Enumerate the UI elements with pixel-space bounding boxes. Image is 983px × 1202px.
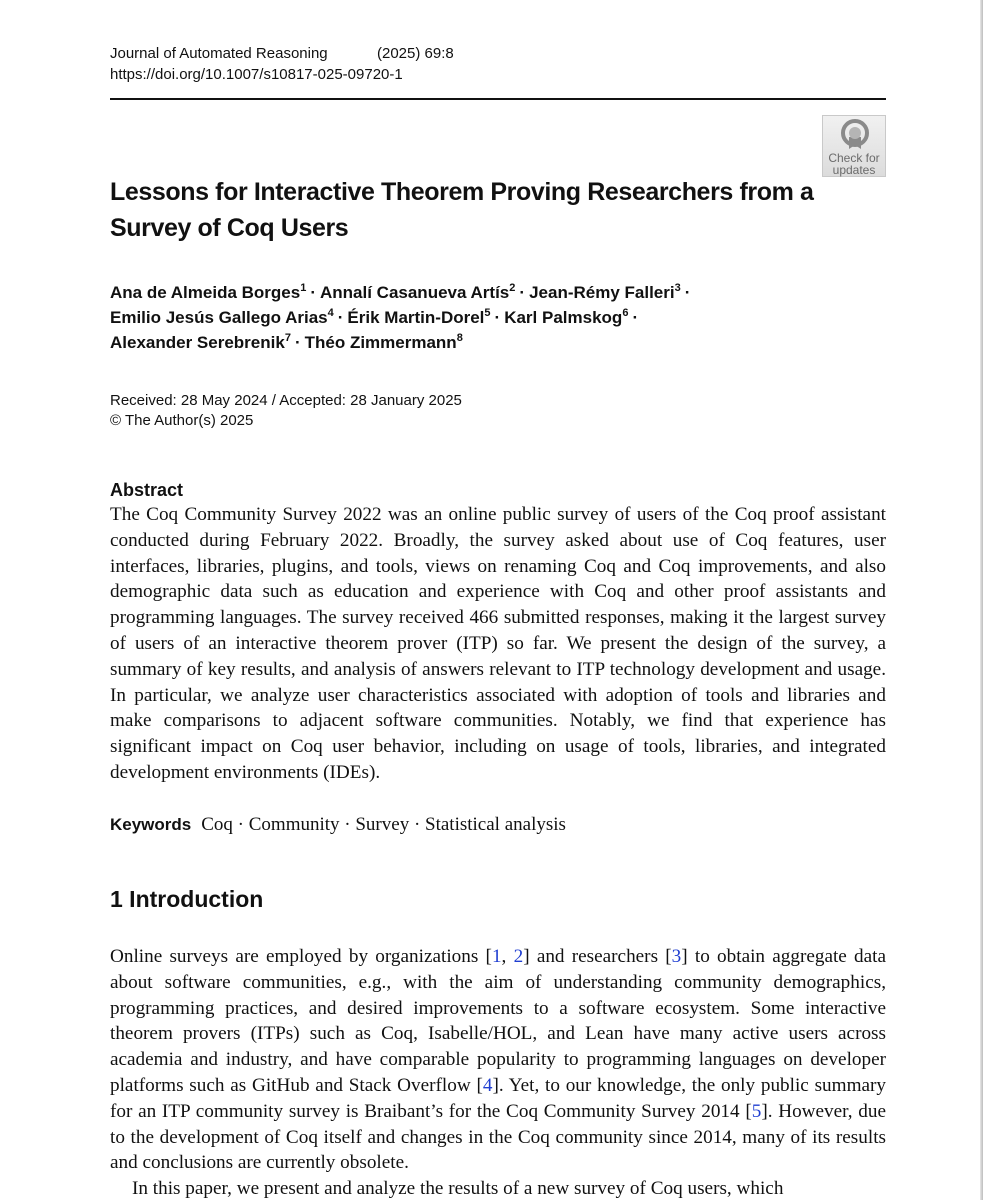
journal-volume: (2025) 69:8 bbox=[377, 45, 454, 62]
paper-title: Lessons for Interactive Theorem Proving Researchers from a Survey of Coq Users bbox=[110, 178, 814, 242]
section-heading-introduction: 1 Introduction bbox=[110, 886, 264, 912]
author[interactable]: Jean-Rémy Falleri$^3$ bbox=[529, 282, 681, 302]
author[interactable]: Ana de Almeida Borges$^1$ bbox=[110, 282, 307, 302]
author[interactable]: Karl Palmskog$^6$ bbox=[504, 307, 629, 327]
doi-link[interactable]: https://doi.org/10.1007/s10817-025-09720-1 bbox=[110, 66, 403, 83]
citation-link[interactable]: 4 bbox=[482, 1074, 493, 1096]
author[interactable]: Érik Martin-Dorel$^5$ bbox=[347, 307, 491, 327]
keywords-label: Keywords bbox=[110, 815, 192, 834]
keywords-list: Coq · Community · Survey · Statistical analysis bbox=[201, 814, 566, 835]
keywords bbox=[110, 814, 566, 836]
introduction-text bbox=[110, 944, 886, 1202]
journal-header bbox=[110, 45, 454, 62]
copyright: © The Author(s) 2025 bbox=[110, 412, 254, 429]
author[interactable]: Emilio Jesús Gallego Arias$^4$ bbox=[110, 307, 334, 327]
intro-paragraph-2: In this paper, we present and analyze the results of a new survey of Coq users, which bbox=[132, 1178, 784, 1200]
journal-name: Journal of Automated Reasoning bbox=[110, 45, 328, 62]
crossmark-icon bbox=[840, 119, 870, 151]
citation-link[interactable]: 1 bbox=[491, 946, 502, 967]
abstract-heading: Abstract bbox=[110, 480, 184, 500]
abstract-text: The Coq Community Survey 2022 was an online public survey of users of the Coq proof assistant conducted during February 2022. Broadly, the survey asked about use of Coq features, user interfaces, libraries, plugins, and tools, views on renaming Coq and Coq improvements, and also demographic data such as education and experience with Coq and other proof assistants and programming languages. The survey received 466 submitted responses, making it the largest survey of users of an interactive theorem prover (ITP) so far. We present the design of the survey, a summary of key results, and analysis of answers relevant to ITP technology development and usage. In particular, we analyze user characteristics associated with adoption of tools and libraries and make comparisons to adjacent software communities. Notably, we find that experience has significant impact on Coq user behavior, including on usage of tools, libraries, and integrated development environments (IDEs). bbox=[110, 504, 886, 783]
badge-line-2: updates bbox=[832, 163, 876, 177]
received-accepted: Received: 28 May 2024 / Accepted: 28 January 2025 bbox=[110, 392, 462, 409]
header-rule bbox=[110, 98, 886, 100]
publication-dates bbox=[110, 391, 462, 431]
citation-link[interactable]: 3 bbox=[671, 946, 682, 967]
citation-link[interactable]: 2 bbox=[513, 946, 524, 967]
author[interactable]: Théo Zimmermann$^8$ bbox=[304, 332, 463, 352]
author[interactable]: Alexander Serebrenik$^7$ bbox=[110, 332, 291, 352]
author-list: Ana de Almeida Borges$^1$ · Annalí Casanueva Artís$^2$ · Jean-Rémy Falleri$^3$ · Emilio Jesús Gallego Arias$^4$ · Érik Martin-Dorel$^5$ · Karl Palmskog$^6$ · Alexander Serebrenik$^7$ · Théo Zimmermann$^8$ bbox=[110, 282, 691, 352]
check-for-updates-badge[interactable] bbox=[822, 115, 886, 177]
author[interactable]: Annalí Casanueva Artís$^2$ bbox=[320, 282, 516, 302]
citation-link[interactable]: 5 bbox=[751, 1100, 762, 1122]
intro-paragraph-1: Online surveys are employed by organizations [1, 2] and researchers [3] to obtain aggregate data about software communities, e.g., with the aim of understanding community demographics, programming practices, and desired improvements to a software ecosystem. Some interactive theorem provers (ITPs) such as Coq, Isabelle/HOL, and Lean have many active users across academia and industry, and have comparable popularity to programming languages on developer platforms such as GitHub and Stack Overflow [4]. Yet, to our knowledge, the only public summary for an ITP community survey is Braibant’s for the Coq Community Survey 2014 [5]. However, due to the development of Coq itself and changes in the Coq community since 2014, many of its results and conclusions are currently obsolete. bbox=[110, 946, 887, 1174]
badge-line-1: Check for bbox=[828, 151, 880, 165]
